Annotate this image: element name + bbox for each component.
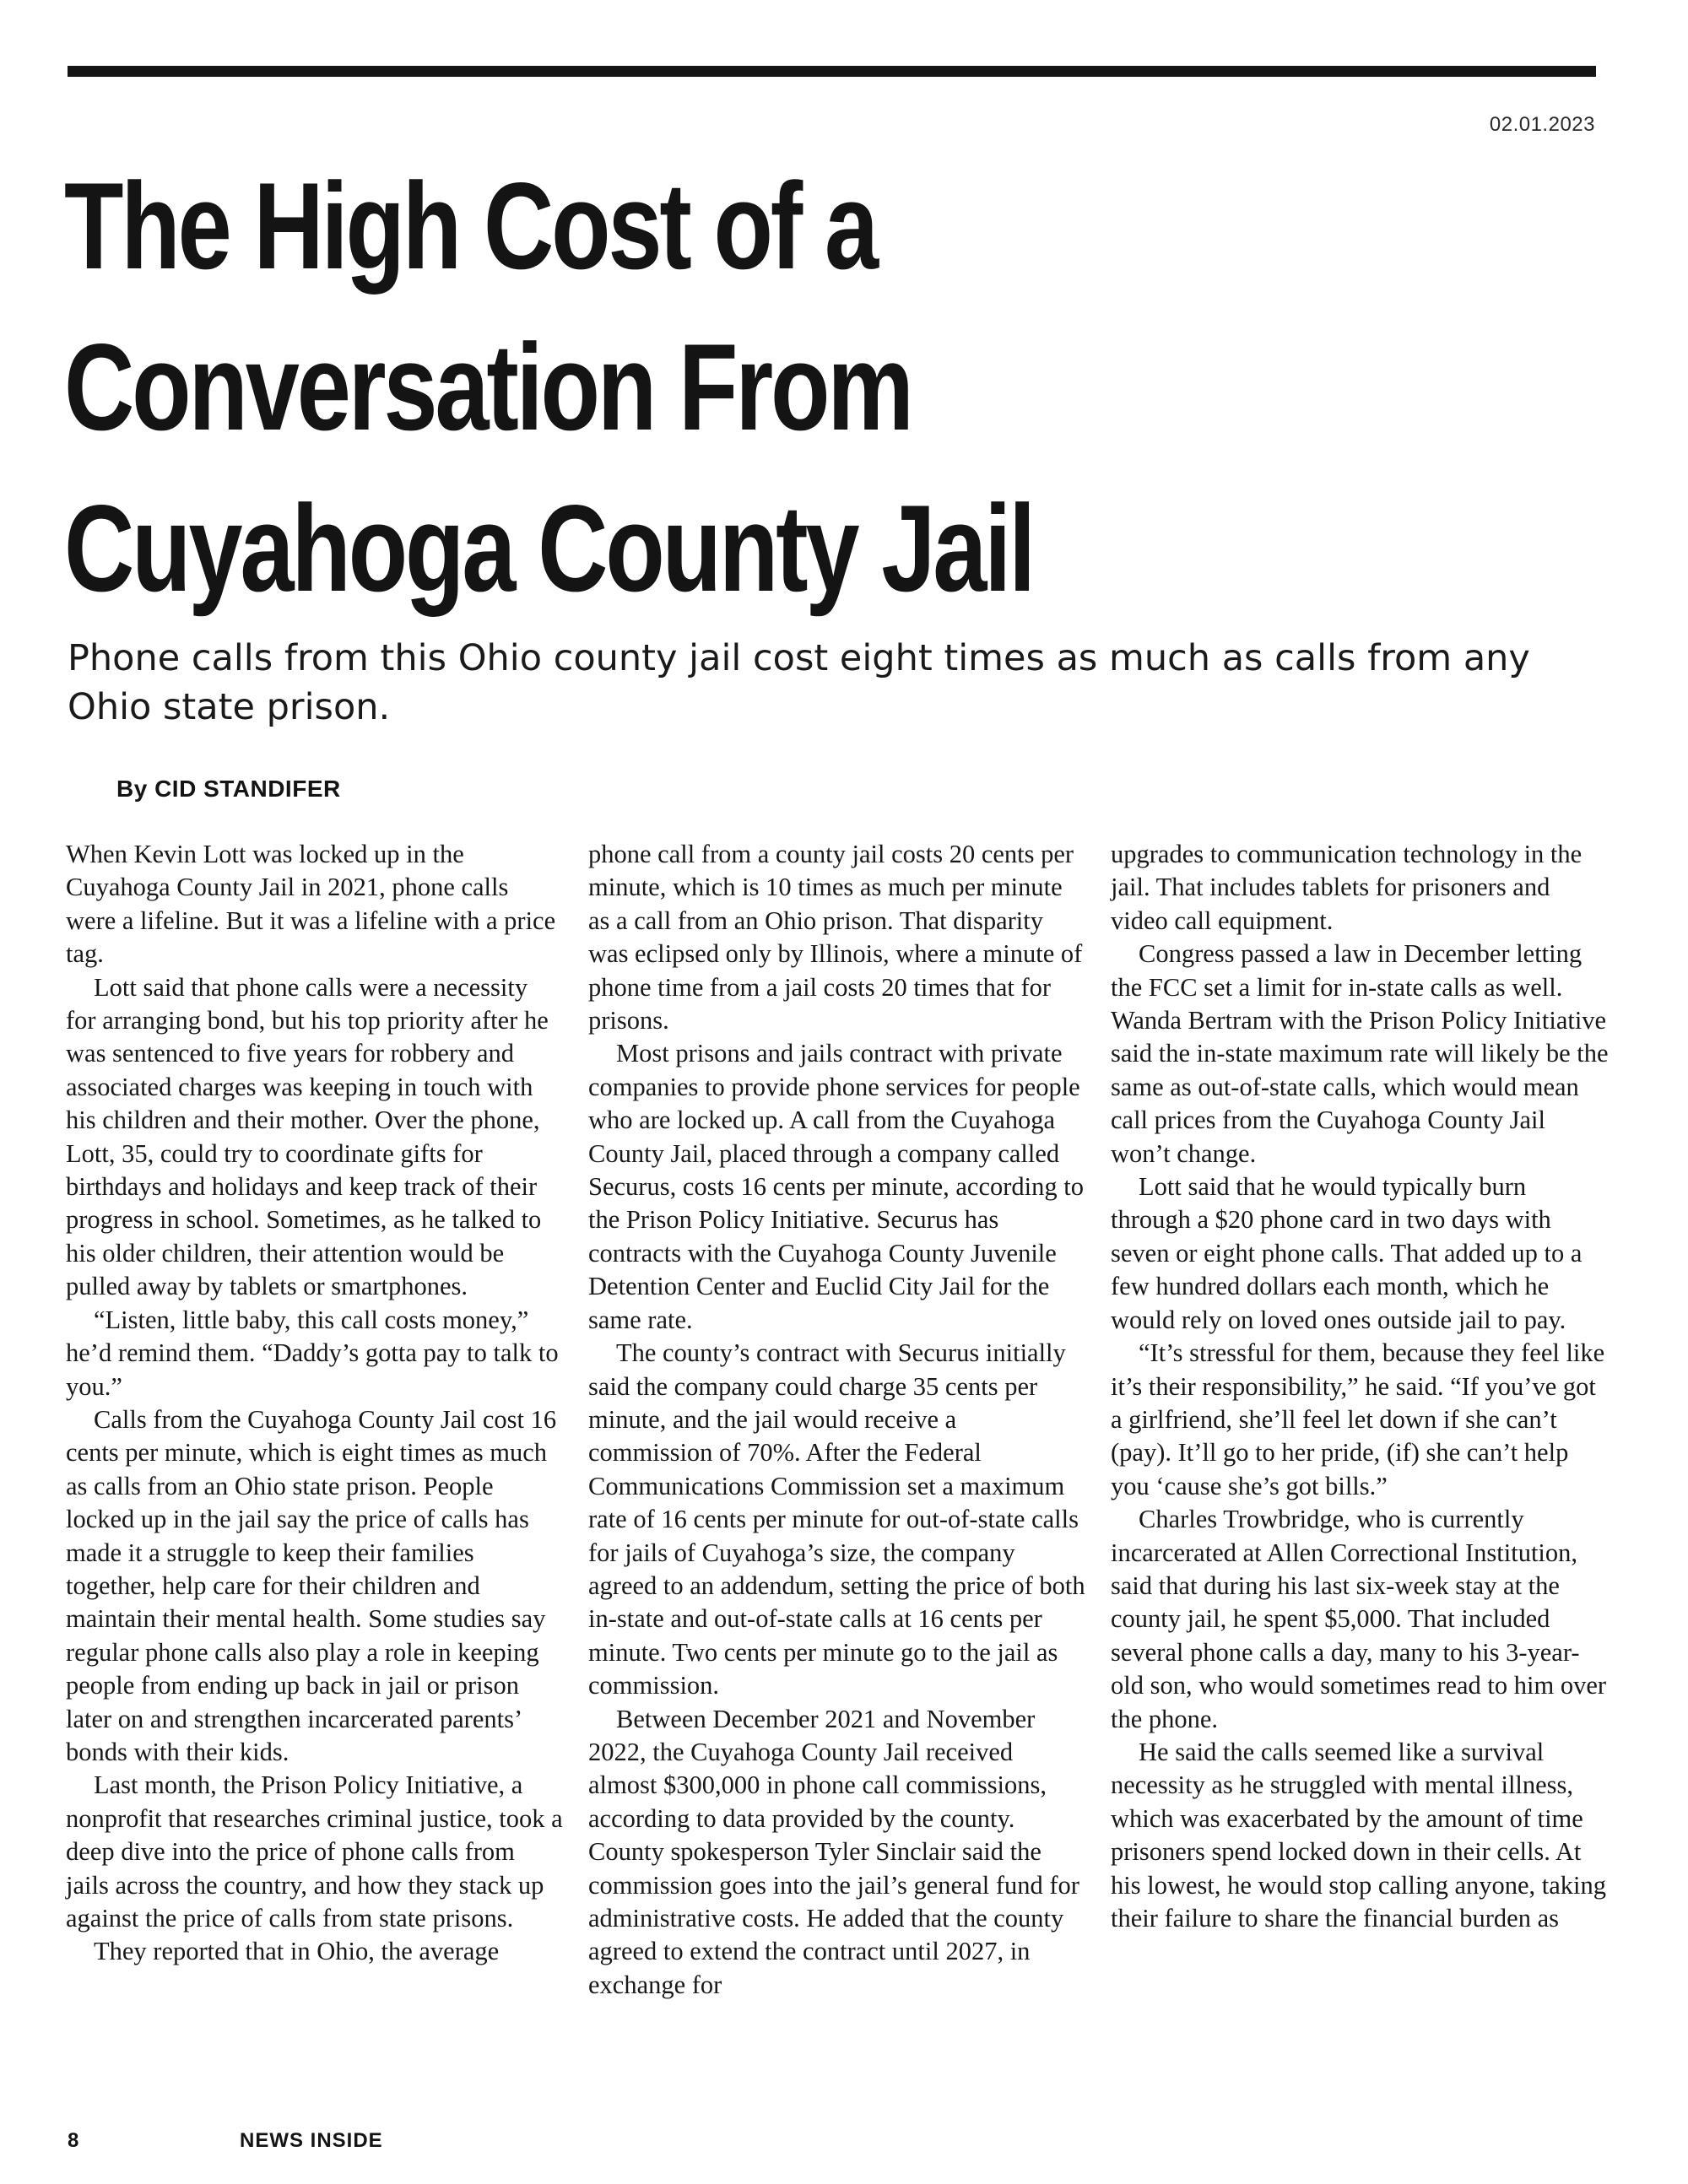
- paragraph: Calls from the Cuyahoga County Jail cost 16 cents per minute, which is eight times as much as calls from an Ohio state prison. People locked up in the jail say the price of calls has made it a struggle to keep their families together, help care for their children and maintain their mental health. Some studies say regular phone calls also play a role in keeping people from ending up back in jail or prison later on and strengthen incarcerated parents’ bonds with their kids.: [66, 1404, 557, 1766]
- paragraph: “Listen, little baby, this call costs money,” he’d remind them. “Daddy’s gotta pay to talk to you.”: [66, 1305, 559, 1401]
- paragraph: “It’s stressful for them, because they feel like it’s their responsibility,” he said. “If you’ve got a girlfriend, she’ll feel let down if she can’t (pay). It’ll go to her pride, (if) she can’t help you ‘cause she’s got bills.”: [1111, 1338, 1605, 1500]
- paragraph: Congress passed a law in December letting the FCC set a limit for in-state calls as well. Wanda Bertram with the Prison Policy Initiative said the in-state maximum rate will likely be the same as out-of-state calls, which would mean call prices from the Cuyahoga County Jail won’t change.: [1111, 939, 1609, 1168]
- paragraph: Most prisons and jails contract with private companies to provide phone services for people who are locked up. A call from the Cuyahoga County Jail, placed through a company called Securus, costs 16 cents per minute, according to the Prison Policy Initiative. Securus has contracts with the Cuyahoga County Juvenile Detention Center and Euclid City Jail for the same rate.: [588, 1039, 1084, 1334]
- paragraph: phone call from a county jail costs 20 cents per minute, which is 10 times as much per minute as a call from an Ohio prison. That disparity was eclipsed only by Illinois, where a minute of phone time from a jail costs 20 times that for prisons.: [588, 840, 1083, 1035]
- paragraph: Lott said that he would typically burn through a $20 phone card in two days with seven or eight phone calls. That added up to a few hundred dollars each month, which he would rely on loved ones outside jail to pay.: [1111, 1172, 1582, 1334]
- section-name: NEWS INSIDE: [240, 2129, 383, 2152]
- paragraph: The county’s contract with Securus initially said the company could charge 35 cents per minute, and the jail would receive a commission of 70%. After the Federal Communications Commission set a maximum rate of 16 cents per minute for out-of-state calls for jails of Cuyahoga’s size, the company agreed to an addendum, setting the price of both in-state and out-of-state calls at 16 cents per minute. Two cents per minute go to the jail as commission.: [588, 1338, 1085, 1700]
- headline-line: The High Cost of a: [64, 157, 876, 295]
- article-column-2: [588, 838, 1086, 2002]
- top-rule: [68, 66, 1596, 77]
- paragraph: Last month, the Prison Policy Initiative, a nonprofit that researches criminal justice, took a deep dive into the price of phone calls from jails across the country, and how they stack up against the price of calls from state prisons.: [66, 1770, 563, 1933]
- paragraph: Charles Trowbridge, who is currently incarcerated at Allen Correctional Institution, said that during his last six-week stay at the county jail, he spent $5,000. That included several phone calls a day, many to his 3-year-old son, who would sometimes read to him over the phone.: [1111, 1505, 1607, 1733]
- publication-date: 02.01.2023: [1489, 113, 1595, 136]
- paragraph: When Kevin Lott was locked up in the Cuyahoga County Jail in 2021, phone calls were a lifeline. But it was a lifeline with a price tag.: [66, 840, 556, 969]
- byline: By CID STANDIFER: [116, 776, 341, 802]
- headline-line: Cuyahoga County Jail: [64, 479, 1034, 617]
- headline-line: Conversation From: [64, 318, 912, 456]
- page-number: 8: [68, 2129, 80, 2152]
- article-column-1: [66, 838, 564, 1969]
- paragraph: Lott said that phone calls were a necessity for arranging bond, but his top priority after he was sentenced to five years for robbery and associated charges was keeping in touch with his children and their mother. Over the phone, Lott, 35, could try to coordinate gifts for birthdays and holidays and keep track of their progress in school. Sometimes, as he talked to his older children, their attention would be pulled away by tablets or smartphones.: [66, 972, 549, 1301]
- article-column-3: [1111, 838, 1609, 1935]
- paragraph: They reported that in Ohio, the average: [94, 1937, 500, 1966]
- headline: [64, 145, 1198, 629]
- paragraph: Between December 2021 and November 2022, the Cuyahoga County Jail received almost $300,000 in phone call commissions, according to data provided by the county. County spokesperson Tyler Sinclair said the commission goes into the jail’s general fund for administrative costs. He added that the county agreed to extend the contract until 2027, in exchange for: [588, 1704, 1079, 1999]
- subheadline: Phone calls from this Ohio county jail cost eight times as much as calls from any Ohio state prison.: [68, 637, 1530, 728]
- paragraph: upgrades to communication technology in the jail. That includes tablets for prisoners and video call equipment.: [1111, 840, 1582, 935]
- paragraph: He said the calls seemed like a survival necessity as he struggled with mental illness, which was exacerbated by the amount of time prisoners spend locked down in their cells. At his lowest, he would stop calling anyone, taking their failure to share the financial burden as: [1111, 1737, 1607, 1933]
